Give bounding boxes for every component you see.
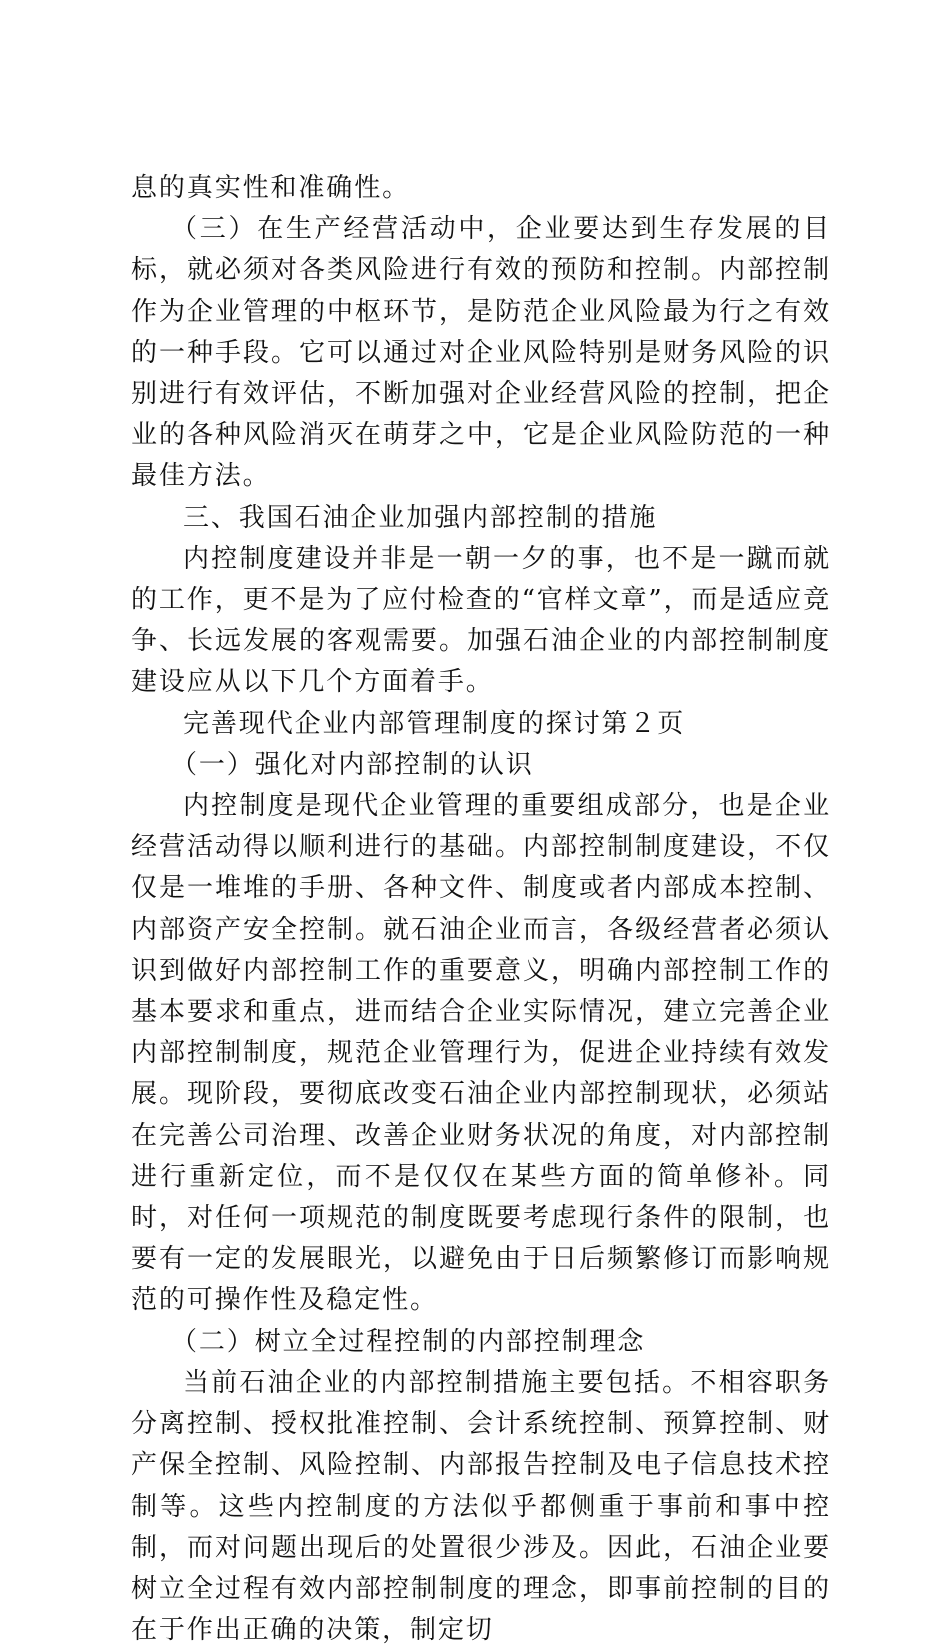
paragraph-continuation: 息的真实性和准确性。 [131,173,411,203]
paragraph-body-two: 当前石油企业的内部控制措施主要包括。不相容职务分离控制、授权批准控制、会计系统控制、预算控制、财产保全控制、风险控制、内部报告控制及电子信息技术控制等。这些内控制度的方法似乎都侧重于事前和事中控制，而对问题出现后的处置很少涉及。因此，石油企业要树立全过程有效内部控制制度的理念，即事前控制的目的在于作出正确的决策，制定切 [131,1367,831,1646]
paragraph-body-one: 内控制度是现代企业管理的重要组成部分，也是企业经营活动得以顺利进行的基础。内部控制制度建设，不仅仅是一堆堆的手册、各种文件、制度或者内部成本控制、内部资产安全控制。就石油企业而言，各级经营者必须认识到做好内部控制工作的重要意义，明确内部控制工作的基本要求和重点，进而结合企业实际情况，建立完善企业内部控制制度，规范企业管理行为，促进企业持续有效发展。现阶段，要彻底改变石油企业内部控制现状，必须站在完善公司治理、改善企业财务状况的角度，对内部控制进行重新定位，而不是仅仅在某些方面的简单修补。同时，对任何一项规范的制度既要考虑现行条件的限制，也要有一定的发展眼光，以避免由于日后频繁修订而影响规范的可操作性及稳定性。 [131,791,831,1316]
section-heading: 三、我国石油企业加强内部控制的措施 [183,502,658,533]
page-marker: 完善现代企业内部管理制度的探讨第２页 [183,708,686,739]
document-body [131,168,831,1651]
paragraph-item-three: （三）在生产经营活动中，企业要达到生存发展的目标，就必须对各类风险进行有效的预防和控制。内部控制作为企业管理的中枢环节，是防范企业风险最为行之有效的一种手段。它可以通过对企业风险特别是财务风险的识别进行有效评估，不断加强对企业经营风险的控制，把企业的各种风险消灭在萌芽之中，它是企业风险防范的一种最佳方法。 [131,214,831,492]
paragraph-intro: 内控制度建设并非是一朝一夕的事，也不是一蹴而就的工作，更不是为了应付检查的“官样文章”，而是适应竞争、长远发展的客观需要。加强石油企业的内部控制制度建设应从以下几个方面着手。 [131,543,831,698]
subheading-two: （二）树立全过程控制的内部控制理念 [171,1326,646,1357]
subheading-one: （一）强化对内部控制的认识 [171,749,534,780]
